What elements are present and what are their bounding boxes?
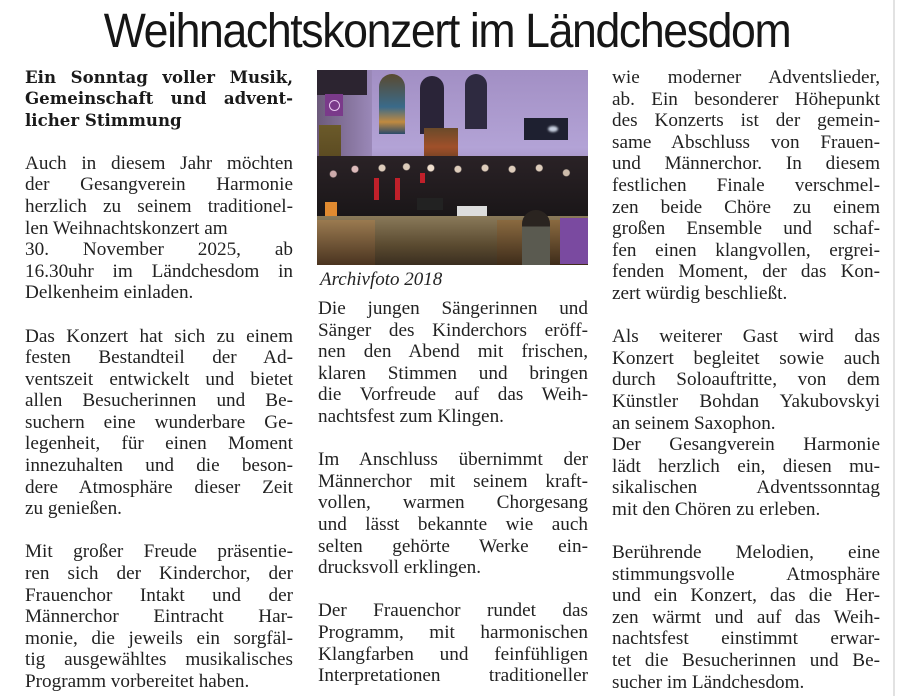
text-line: klaren Stimmen und bringen: [318, 362, 588, 384]
paragraph-kinderchor: [318, 298, 588, 428]
text-line: zert würdig beschließt.: [612, 282, 788, 304]
text-line: zen beide Chöre zu einem: [612, 196, 880, 218]
text-line: Sänger des Kinderchors eröff-: [318, 319, 588, 341]
text-line: Im Anschluss übernimmt der: [318, 449, 588, 471]
text-line: sikalischen Adventssonntag: [612, 477, 880, 499]
text-line: und lässt bekannte wie auch: [318, 513, 588, 535]
text-line: die Vorfreude auf das Weih-: [318, 384, 588, 406]
text-line: Künstler Bohdan Yakubovskyi: [612, 390, 880, 412]
photo-pew: [317, 220, 375, 265]
text-line: 16.30uhr im Ländchesdom in: [25, 260, 293, 282]
lead-line: licher Stimmung: [25, 109, 182, 130]
article-column-3: [612, 67, 880, 693]
text-line: des Konzerts ist der gemein-: [612, 110, 880, 132]
text-line: durch Soloauftritte, von dem: [612, 369, 880, 391]
paragraph-invite: [612, 434, 880, 520]
photo-red-scarf: [395, 178, 400, 200]
text-line: Der Frauenchor rundet das: [318, 600, 588, 622]
photo-screen: [524, 118, 568, 140]
photo-folder: [325, 202, 337, 216]
text-line: an seinem Saxophon.: [612, 412, 776, 434]
text-line: drucksvoll erklingen.: [318, 557, 482, 579]
text-line: nen den Abend mit frischen,: [318, 341, 588, 363]
text-line: ab. Ein besonderer Höhepunkt: [612, 88, 880, 110]
text-line: legenheit, für einen Moment: [25, 433, 293, 455]
page-edge-divider: [893, 0, 895, 696]
lead-line: Ein Sonntag voller Musik,: [25, 67, 293, 87]
text-line: nachtsfest einstimmt erwar-: [612, 628, 880, 650]
text-line: dere Atmosphäre dieser Zeit: [25, 476, 293, 498]
text-line: zu genießen.: [25, 498, 122, 520]
paragraph-closing: [612, 542, 880, 693]
text-line: Männerchor mit seinem kraft-: [318, 470, 588, 492]
article-column-2: [318, 298, 588, 687]
photo-pulpit: [317, 70, 367, 95]
article-lead: [25, 67, 293, 131]
text-line: suchern eine wunderbare Ge-: [25, 411, 293, 433]
text-line: fenden Moment, der das Kon-: [612, 261, 880, 283]
text-line: vollen, warmen Chorgesang: [318, 492, 588, 514]
text-line: ventszeit entwickelt und bietet: [25, 368, 293, 390]
text-line: same Abschluss von Frauen-: [612, 131, 880, 153]
paragraph-frauenchor: [318, 600, 588, 686]
text-line: allen Besucherinnen und Be-: [25, 390, 293, 412]
text-line: 30. November 2025, ab: [25, 239, 293, 261]
paragraph-choirs: [25, 541, 293, 692]
text-line: Frauenchor Intakt und der: [25, 584, 293, 606]
text-line: Männerchor Eintracht Har-: [25, 606, 293, 628]
text-line: Programm vorbereitet haben.: [25, 671, 250, 693]
text-line: fen einen klangvollen, ergrei-: [612, 239, 880, 261]
text-line: zen wärmt und auf das Weih-: [612, 606, 880, 628]
text-line: Als weiterer Gast wird das: [612, 326, 880, 348]
text-line: Delkenheim einladen.: [25, 282, 194, 304]
text-line: Konzert begleitet sowie auch: [612, 347, 880, 369]
photo-red-scarf: [420, 173, 425, 183]
paragraph-tradition: [25, 326, 293, 520]
photo-audience-member: [522, 210, 550, 265]
text-line: Das Konzert hat sich zu einem: [25, 325, 293, 347]
text-line: herzlich zu seinem traditionel-: [25, 195, 293, 217]
text-line: tig ausgewähltes musikalisches: [25, 649, 293, 671]
text-line: stimmungsvolle Atmosphäre: [612, 563, 880, 585]
text-line: lädt herzlich ein, diesen mu-: [612, 455, 880, 477]
text-line: Der Gesangverein Harmonie: [612, 434, 880, 456]
text-line: festen Bestandteil der Ad-: [25, 347, 293, 369]
text-line: sucher im Ländchesdom.: [612, 671, 805, 693]
photo-window: [420, 76, 444, 134]
photo-music-stand: [417, 198, 443, 210]
paragraph-finale: [612, 67, 880, 305]
text-line: Interpretationen traditioneller: [318, 665, 588, 687]
photo-red-scarf: [374, 178, 379, 200]
text-line: innezuhalten und die beson-: [25, 455, 293, 477]
choir-photo: [317, 70, 588, 265]
text-line: len Weihnachtskonzert am: [25, 217, 228, 239]
photo-purple-cloth: [560, 218, 588, 264]
photo-window: [465, 74, 487, 129]
photo-caption: Archivfoto 2018: [320, 269, 443, 290]
text-line: Auch in diesem Jahr möchten: [25, 152, 293, 174]
text-line: tet die Besucherinnen und Be-: [612, 650, 880, 672]
photo-music-stand: [457, 206, 487, 216]
text-line: nachtsfest zum Klingen.: [318, 405, 504, 427]
text-line: ren sich der Kinderchor, der: [25, 563, 293, 585]
photo-stained-glass-window: [379, 74, 405, 134]
text-line: und ein Konzert, das die Her-: [612, 585, 880, 607]
text-line: monie, die jeweils ein sorgfäl-: [25, 627, 293, 649]
lead-line: Gemeinschaft und advent-: [25, 88, 293, 109]
paragraph-guest: [612, 326, 880, 434]
text-line: mit den Chören zu erleben.: [612, 498, 821, 520]
article-column-1: [25, 67, 293, 693]
text-line: wie moderner Adventslieder,: [612, 67, 880, 88]
text-line: Mit großer Freude präsentie-: [25, 541, 293, 563]
photo-banner-icon: [325, 94, 343, 116]
paragraph-maennerchor: [318, 449, 588, 579]
text-line: Berührende Melodien, eine: [612, 542, 880, 564]
text-line: Klangfarben und feinfühligen: [318, 643, 588, 665]
text-line: selten gehörte Werke ein-: [318, 535, 588, 557]
text-line: der Gesangverein Harmonie: [25, 174, 293, 196]
photo-choir: [317, 156, 588, 216]
text-line: Programm, mit harmonischen: [318, 621, 588, 643]
text-line: Die jungen Sängerinnen und: [318, 298, 588, 319]
article-headline: Weihnachtskonzert im Ländchesdom: [103, 5, 791, 58]
text-line: festlichen Finale verschmel-: [612, 174, 880, 196]
text-line: und Männerchor. In diesem: [612, 153, 880, 175]
text-line: großen Ensemble und schaf-: [612, 218, 880, 240]
paragraph-invitation: [25, 153, 293, 304]
